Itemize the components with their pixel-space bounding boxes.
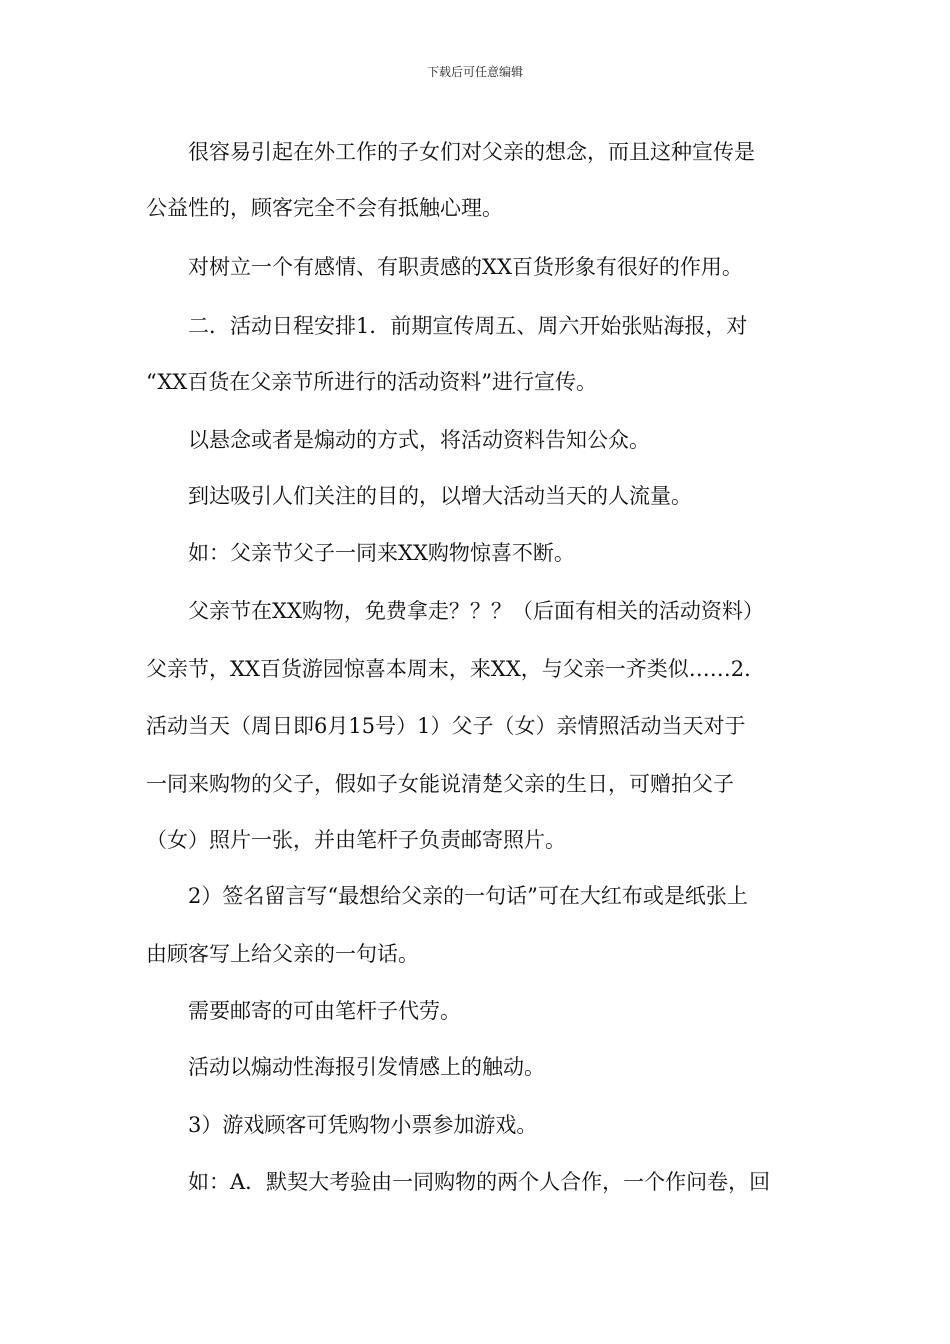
text-line: 活动当天（周日即6月15号）1）父子（女）亲情照活动当天对于 — [146, 714, 746, 738]
text-line: 父亲节，XX百货游园惊喜本周末，来XX，与父亲一齐类似……2． — [146, 657, 766, 681]
text-line: 一同来购物的父子，假如子女能说清楚父亲的生日，可赠拍父子 — [146, 772, 734, 796]
text-line: （女）照片一张，并由笔杆子负责邮寄照片。 — [146, 828, 566, 852]
text-line: 活动以煽动性海报引发情感上的触动。 — [188, 1055, 545, 1079]
text-line: 公益性的，顾客完全不会有抵触心理。 — [146, 196, 503, 220]
text-line: 如：父亲节父子一同来XX购物惊喜不断。 — [188, 541, 575, 565]
text-line: 2）签名留言写“最想给父亲的一句话”可在大红布或是纸张上 — [188, 884, 748, 908]
text-line: 对树立一个有感情、有职责感的XX百货形象有很好的作用。 — [188, 255, 743, 279]
text-line: 到达吸引人们关注的目的，以增大活动当天的人流量。 — [188, 484, 692, 508]
text-line: 以悬念或者是煽动的方式，将活动资料告知公众。 — [188, 428, 650, 452]
text-line: 父亲节在XX购物，免费拿走？？？（后面有相关的活动资料） — [188, 599, 764, 623]
text-line: 二．活动日程安排1．前期宣传周五、周六开始张贴海报，对 — [188, 314, 748, 338]
text-line: “XX百货在父亲节所进行的活动资料”进行宣传。 — [146, 370, 597, 394]
text-line: 由顾客写上给父亲的一句话。 — [146, 942, 419, 966]
text-line: 3）游戏顾客可凭购物小票参加游戏。 — [188, 1113, 538, 1137]
text-line: 需要邮寄的可由笔杆子代劳。 — [188, 999, 461, 1023]
page-header: 下载后可任意编辑 — [426, 65, 523, 79]
text-line: 如：A．默契大考验由一同购物的两个人合作，一个作问卷，回 — [188, 1170, 771, 1194]
text-line: 很容易引起在外工作的子女们对父亲的想念，而且这种宣传是 — [188, 140, 755, 164]
